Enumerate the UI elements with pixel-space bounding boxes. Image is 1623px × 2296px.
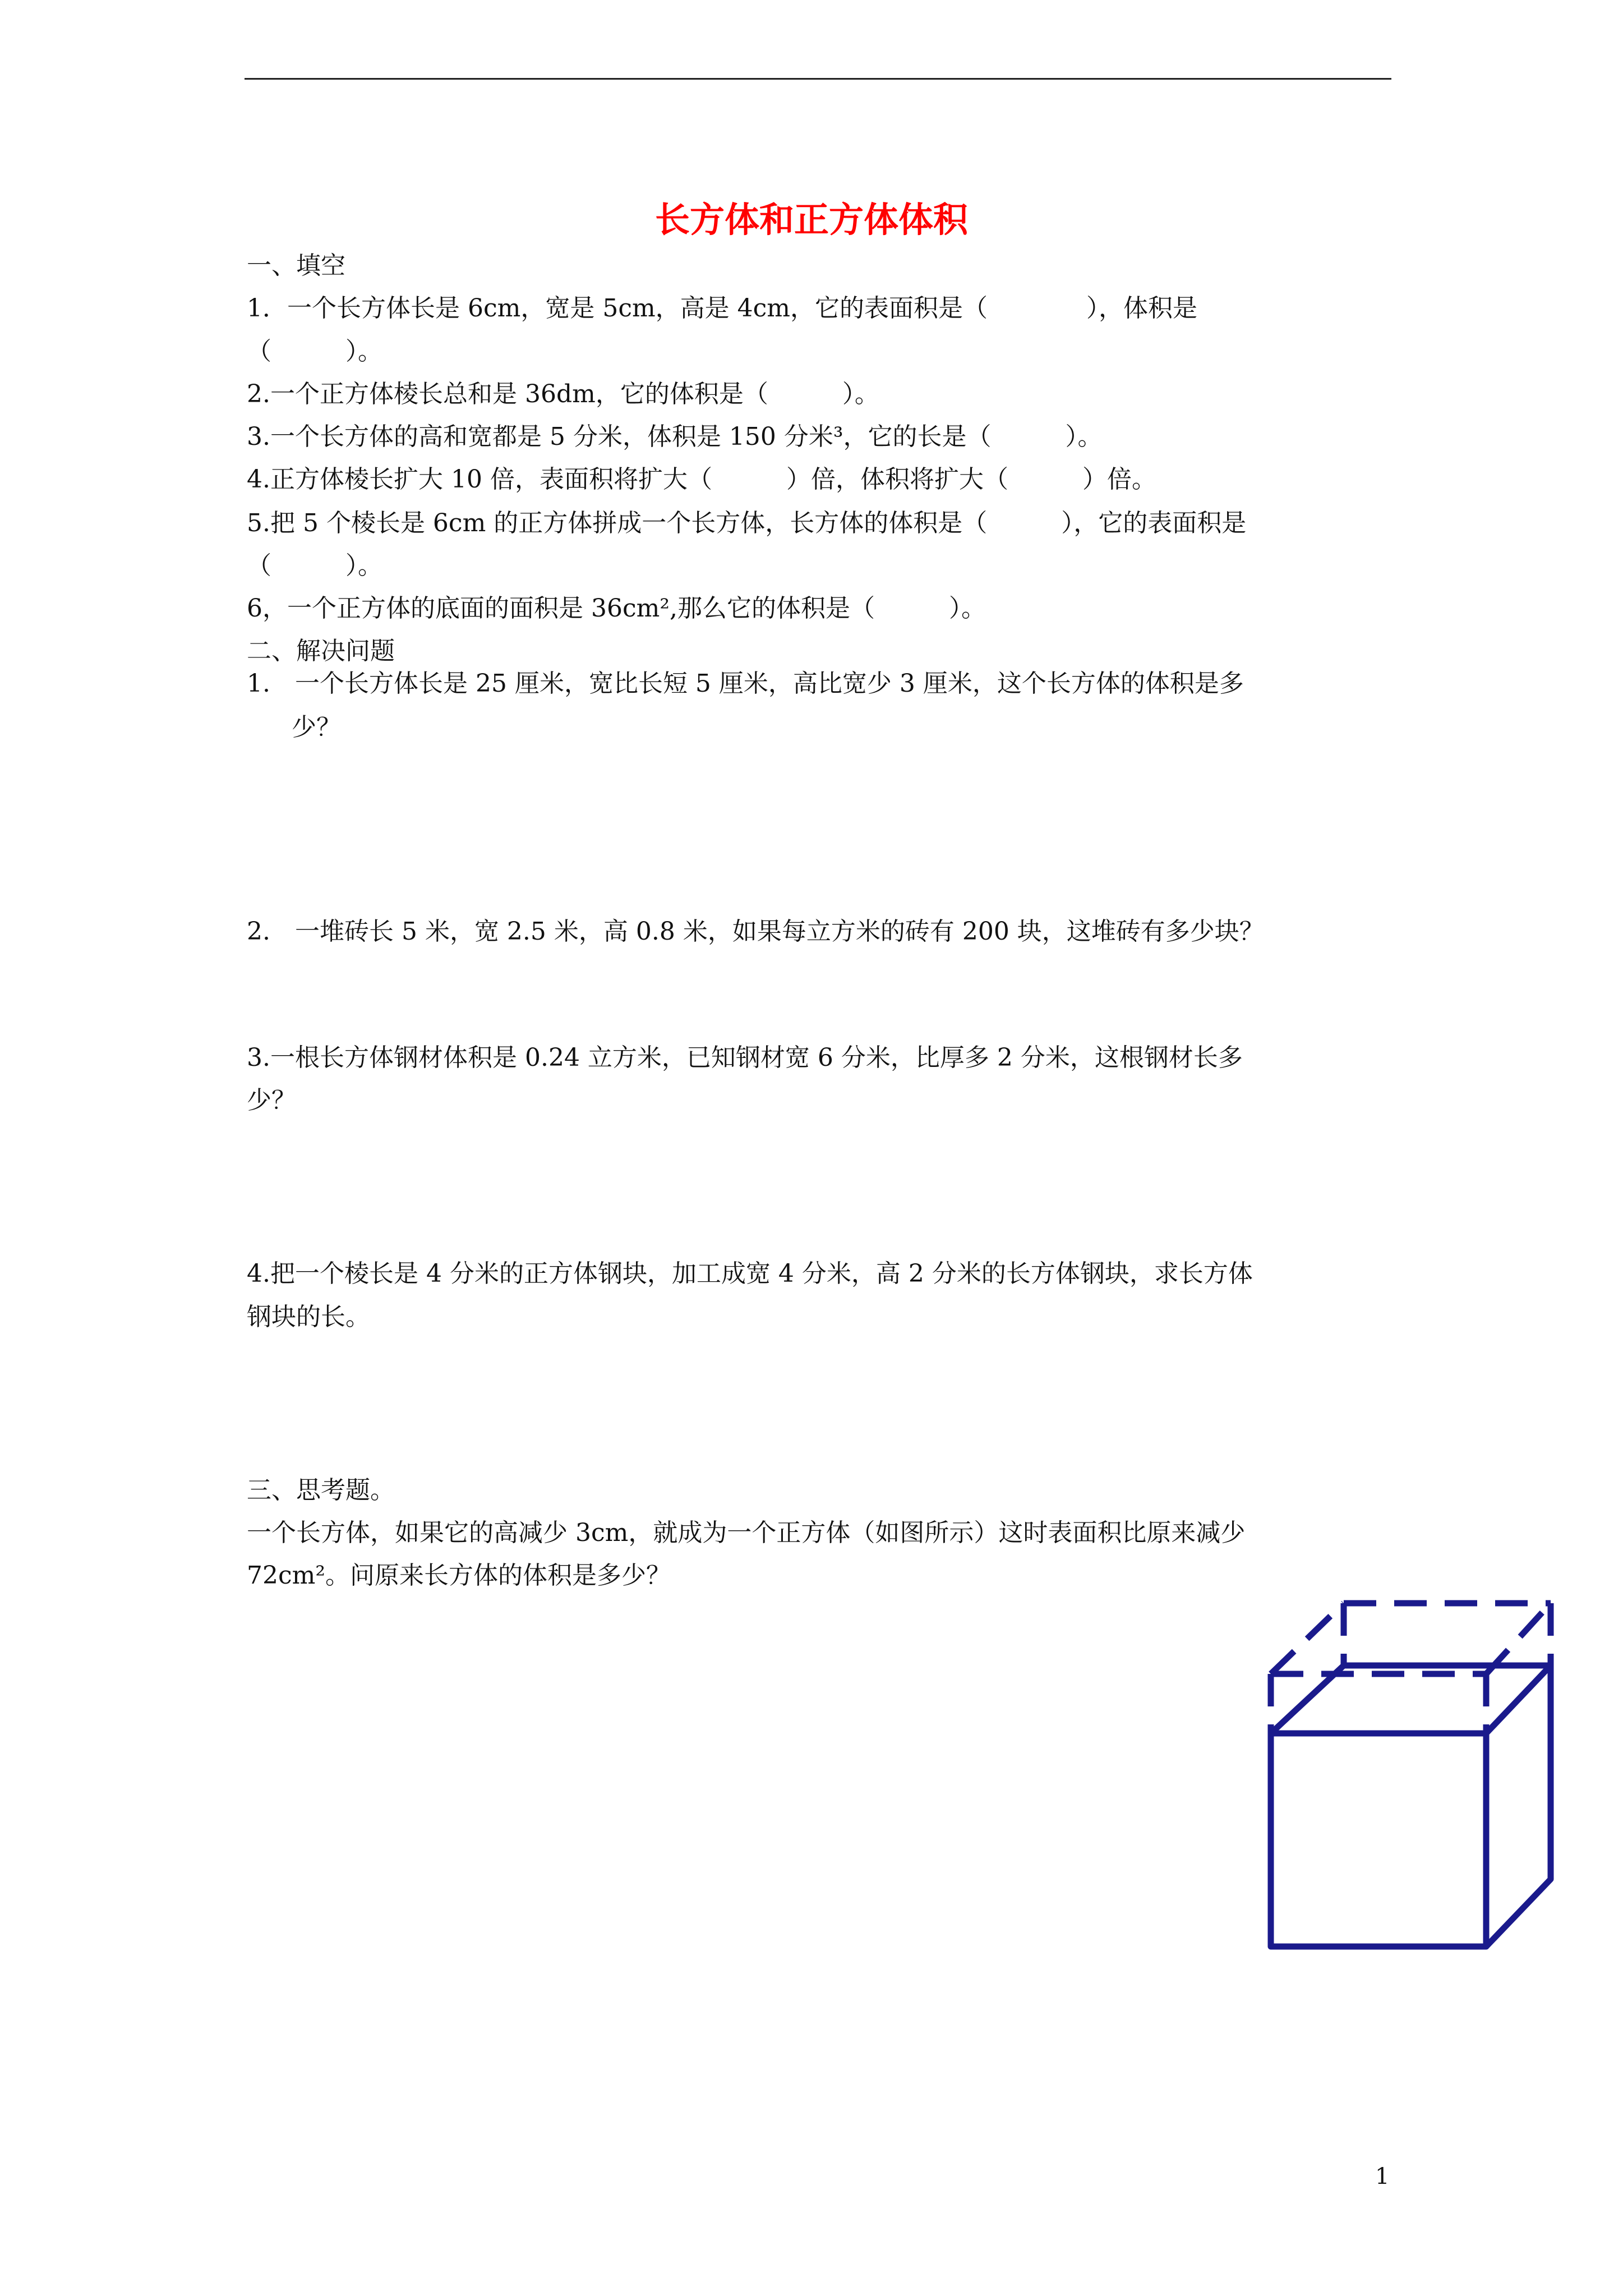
fill-q2: 2.一个正方体棱长总和是 36dm，它的体积是（ ）。: [247, 380, 879, 408]
cube-right-face: [1486, 1665, 1551, 1947]
solve-p1-line1: 1. 一个长方体长是 25 厘米，宽比长短 5 厘米，高比宽少 3 厘米，这个长方体的体积是多: [247, 669, 1244, 698]
cube-front-face: [1271, 1733, 1486, 1947]
header-rule: [245, 78, 1391, 80]
fill-q4: 4.正方体棱长扩大 10 倍，表面积将扩大（ ）倍，体积将扩大（ ）倍。: [247, 465, 1156, 494]
cube-top-face: [1271, 1665, 1551, 1733]
solve-p3-line1: 3.一根长方体钢材体积是 0.24 立方米，已知钢材宽 6 分米，比厚多 2 分米，这根钢材长多: [247, 1043, 1243, 1072]
solve-p4-line2: 钢块的长。: [247, 1303, 370, 1331]
solve-p2: 2. 一堆砖长 5 米，宽 2.5 米，高 0.8 米，如果每立方米的砖有 200 块，这堆砖有多少块？: [247, 917, 1264, 946]
page-number: 1: [1375, 2164, 1390, 2189]
think-line2: 72cm²。问原来长方体的体积是多少？: [247, 1561, 671, 1590]
fill-q5-line1: 5.把 5 个棱长是 6cm 的正方体拼成一个长方体，长方体的体积是（ ），它的表面积是: [247, 509, 1247, 537]
fill-q5-line2: （ ）。: [247, 551, 382, 580]
think-heading: 三、思考题。: [247, 1476, 395, 1504]
solve-p1-line2: 少？: [292, 713, 341, 742]
solve-p4-line1: 4.把一个棱长是 4 分米的正方体钢块，加工成宽 4 分米，高 2 分米的长方体钢块，求长方体: [247, 1259, 1253, 1288]
fill-q6: 6，一个正方体的底面的面积是 36cm²,那么它的体积是（ ）。: [247, 594, 986, 623]
fill-q1-line2: （ ）。: [247, 337, 382, 366]
page-title: 长方体和正方体体积: [654, 199, 968, 240]
fill-q3: 3.一个长方体的高和宽都是 5 分米，体积是 150 分米³，它的长是（ ）。: [247, 422, 1103, 451]
fill-heading: 一、填空: [247, 251, 345, 280]
fill-q1-line1: 1．一个长方体长是 6cm，宽是 5cm，高是 4cm，它的表面积是（ ），体积是: [247, 294, 1198, 323]
solve-heading: 二、解决问题: [247, 637, 395, 665]
think-line1: 一个长方体，如果它的高减少 3cm，就成为一个正方体（如图所示）这时表面积比原来减少: [247, 1519, 1246, 1547]
cube-figure: [1251, 1582, 1565, 1952]
solve-p3-line2: 少？: [247, 1086, 296, 1115]
